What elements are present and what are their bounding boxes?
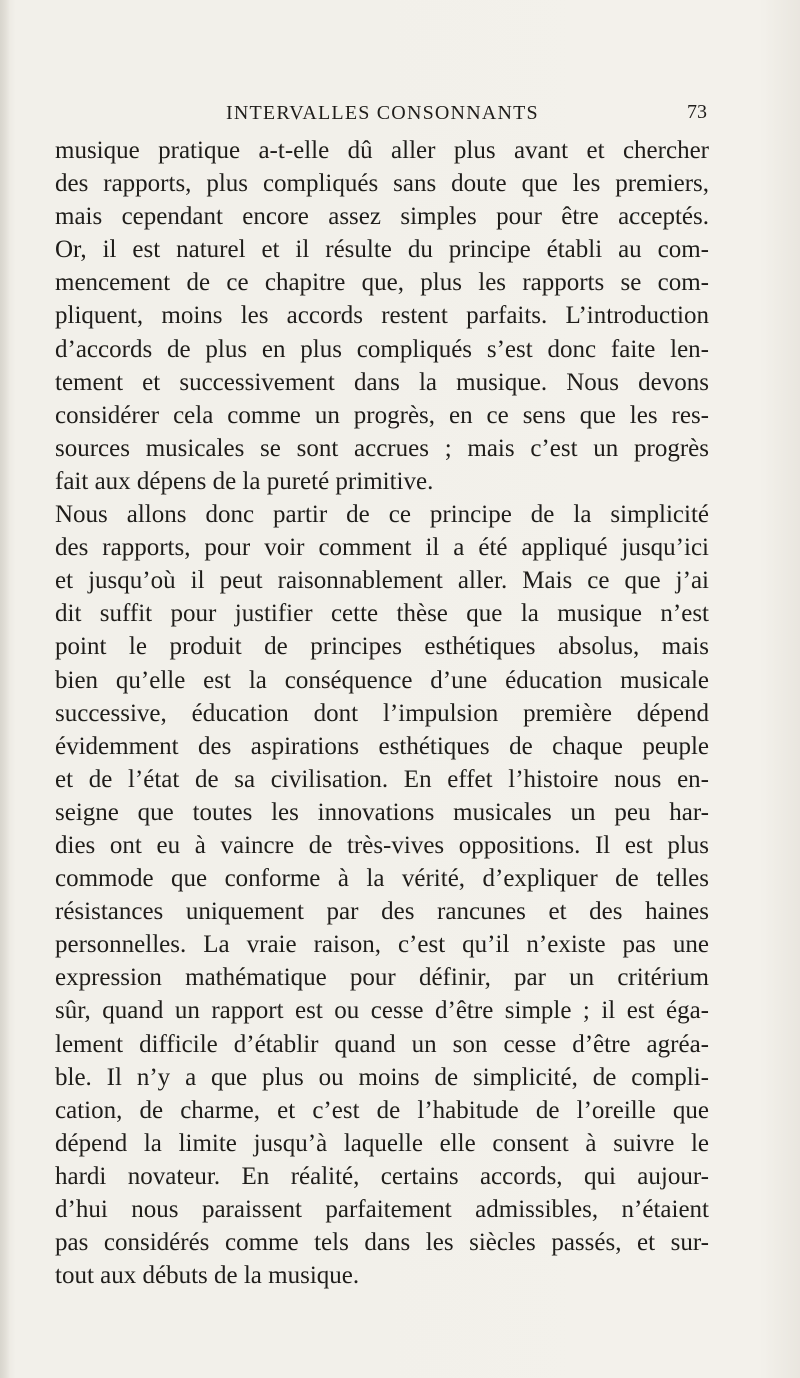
text-line: d’hui nous paraissent parfaitement admissibles, n’étaient [55,1196,709,1223]
text-line: lement difficile d’établir quand un son cesse d’être agréa- [55,1030,709,1058]
text-line: dies ont eu à vaincre de très-vives oppositions. Il est plus [55,831,709,859]
text-line: bien qu’elle est la conséquence d’une éducation musicale [55,666,709,694]
page-gutter-shadow [0,0,10,1378]
text-line: évidemment des aspirations esthétiques de chaque peuple [55,732,709,760]
text-line: cation, de charme, et c’est de l’habitude de l’oreille que [55,1096,709,1124]
text-line: des rapports, pour voir comment il a été appliqué jusqu’ici [55,534,709,562]
page-number: 73 [687,101,707,123]
text-line: sources musicales se sont accrues ; mais c’est un progrès [55,434,709,462]
text-line: Or, il est naturel et il résulte du principe établi au com- [55,236,709,264]
text-line: tement et successivement dans la musique. Nous devons [55,368,709,396]
text-line: point le produit de principes esthétiques absolus, mais [55,633,709,661]
text-line: personnelles. La vraie raison, c’est qu’il n’existe pas une [55,931,709,959]
paragraph-end-line: tout aux débuts de la musique. [55,1262,360,1290]
text-line: ble. Il n’y a que plus ou moins de simplicité, de compli- [55,1063,709,1091]
text-line: expression mathématique pour définir, par un critérium [55,964,709,992]
text-line: et de l’état de sa civilisation. En effet l’histoire nous en- [55,765,709,793]
text-line: hardi novateur. En réalité, certains accords, qui aujour- [55,1162,709,1190]
body-text [55,134,709,1292]
text-line: résistances uniquement par des rancunes et des haines [55,898,709,926]
text-line: considérer cela comme un progrès, en ce sens que les res- [55,401,709,429]
text-line: commode que conforme à la vérité, d’expliquer de telles [55,865,709,893]
text-line: seigne que toutes les innovations musicales un peu har- [55,798,709,826]
text-line: dit suffit pour justifier cette thèse que la musique n’est [55,600,709,628]
text-line: mais cependant encore assez simples pour être acceptés. [55,203,709,231]
text-line: mencement de ce chapitre que, plus les rapports se com- [55,269,709,297]
text-line: dépend la limite jusqu’à laquelle elle consent à suivre le [55,1129,709,1157]
text-line: et jusqu’où il peut raisonnablement aller. Mais ce que j’ai [55,567,709,595]
text-line: pliquent, moins les accords restent parfaits. L’introduction [55,302,709,330]
text-line: pas considérés comme tels dans les siècles passés, et sur- [55,1229,709,1257]
text-line: musique pratique a-t-elle dû aller plus avant et chercher [55,137,709,164]
paragraph-end-line: fait aux dépens de la pureté primitive. [55,467,434,495]
text-line: sûr, quand un rapport est ou cesse d’être simple ; il est éga- [55,997,709,1025]
text-line: successive, éducation dont l’impulsion première dépend [55,699,709,727]
paragraph-start-line: Nous allons donc partir de ce principe de la simplicité [55,501,709,529]
text-line: des rapports, plus compliqués sans doute que les premiers, [55,170,709,198]
running-title: INTERVALLES CONSONNANTS [226,102,539,124]
text-line: d’accords de plus en plus compliqués s’est donc faite len- [55,335,709,363]
